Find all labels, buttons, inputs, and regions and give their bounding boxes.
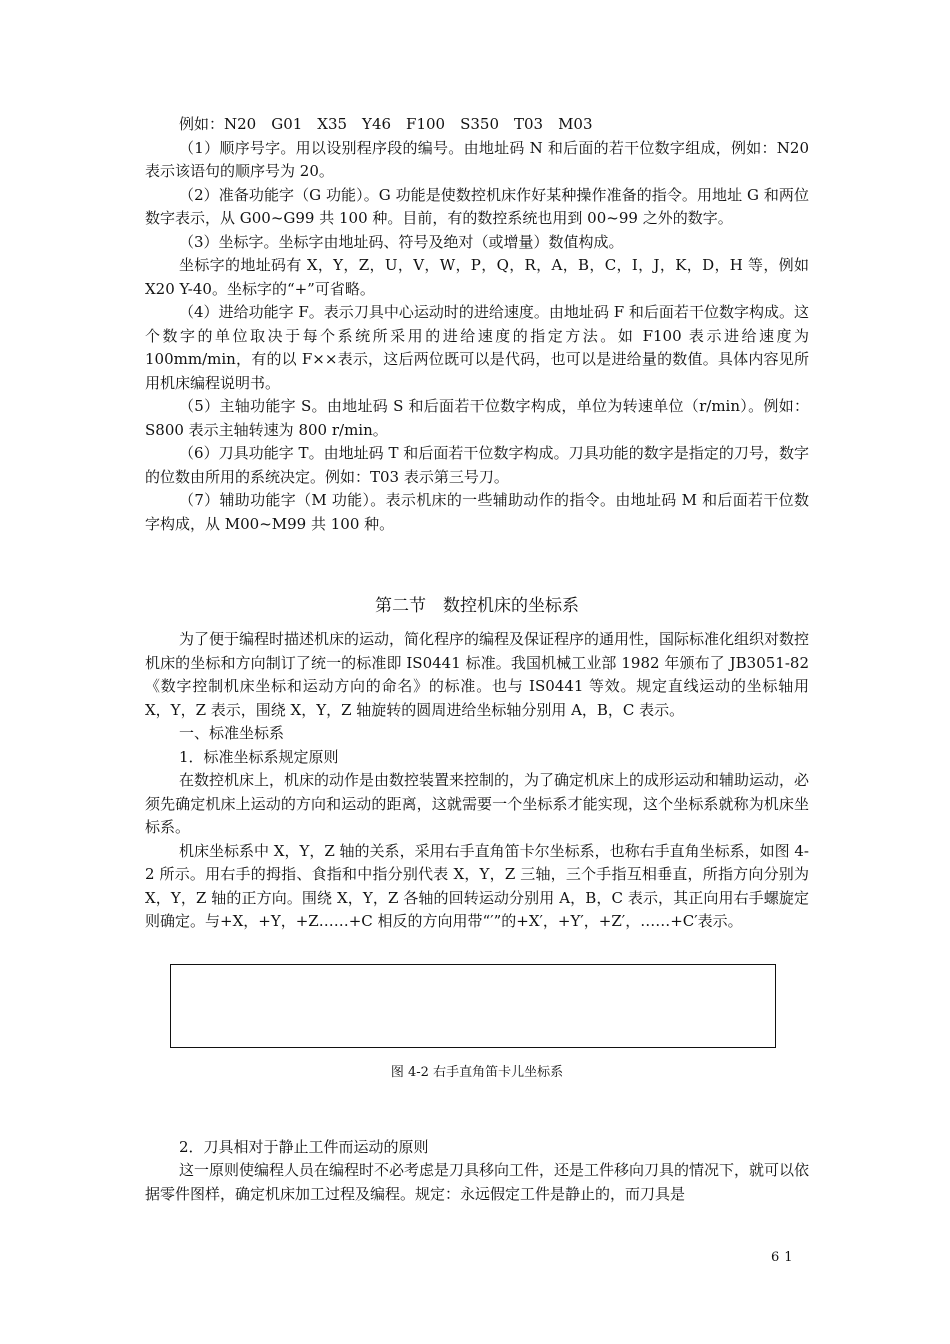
body-paragraph: 例如：N20 G01 X35 Y46 F100 S350 T03 M03 xyxy=(179,115,593,133)
body-paragraph: 这一原则使编程人员在编程时不必考虑是刀具移向工件，还是工件移向刀具的情况下，就可以依据零件图样，确定机床加工过程及编程。规定：永远假定工件是静止的，而刀具是 xyxy=(145,1161,810,1203)
subsection-heading: 一、标准坐标系 xyxy=(179,724,285,742)
body-paragraph: （6）刀具功能字 T。由地址码 T 和后面若干位数字构成。刀具功能的数字是指定的刀号，数字的位数由所用的系统决定。例如：T03 表示第三号刀。 xyxy=(145,444,809,486)
body-paragraph: 在数控机床上，机床的动作是由数控装置来控制的，为了确定机床上的成形运动和辅助运动，必须先确定机床上运动的方向和运动的距离，这就需要一个坐标系才能实现，这个坐标系就称为机床坐标系。 xyxy=(145,771,810,836)
subsection-heading: 1．标准坐标系规定原则 xyxy=(179,747,339,766)
page-content xyxy=(145,113,809,1206)
body-paragraph: （7）辅助功能字（M 功能）。表示机床的一些辅助动作的指令。由地址码 M 和后面若干位数字构成，从 M00~M99 共 100 种。 xyxy=(145,491,809,533)
page-number: 61 xyxy=(771,1250,798,1265)
body-paragraph: （3）坐标字。坐标字由地址码、符号及绝对（或增量）数值构成。 xyxy=(179,232,624,251)
body-paragraph: （4）进给功能字 F。表示刀具中心运动时的进给速度。由地址码 F 和后面若干位数字构成。这个数字的单位取决于每个系统所采用的进给速度的指定方法。如 F100 表示进给速度为 100mm/min，有的以 F××表示，这后两位既可以是代码，也可以是进给量的数值。具体内容见所用机床编程说明书。 xyxy=(145,303,809,392)
subsection-heading: 2．刀具相对于静止工件而运动的原则 xyxy=(179,1137,429,1156)
body-paragraph: 为了便于编程时描述机床的运动，简化程序的编程及保证程序的通用性，国际标准化组织对数控机床的坐标和方向制订了统一的标准即 IS0441 标准。我国机械工业部 1982 年颁布了 JB3051-82《数字控制机床坐标和运动方向的命名》的标准。也与 IS0441 等效。规定直线运动的坐标轴用 X，Y，Z 表示，围绕 X，Y，Z 轴旋转的圆周进给坐标轴分别用 A，B，C 表示。 xyxy=(145,630,810,719)
body-paragraph: （5）主轴功能字 S。由地址码 S 和后面若干位数字构成，单位为转速单位（r/min）。例如：S800 表示主轴转速为 800 r/min。 xyxy=(145,397,809,439)
body-paragraph: （1）顺序号字。用以设别程序段的编号。由地址码 N 和后面的若干位数字组成，例如：N20 表示该语句的顺序号为 20。 xyxy=(145,138,809,180)
body-paragraph: 坐标字的地址码有 X，Y，Z，U，V，W，P，Q，R，A，B，C，I，J，K，D，H 等，例如 X20 Y-40。坐标字的“+”可省略。 xyxy=(145,256,809,298)
body-paragraph: 机床坐标系中 X，Y，Z 轴的关系，采用右手直角笛卡尔坐标系，也称右手直角坐标系，如图 4-2 所示。用右手的拇指、食指和中指分别代表 X，Y，Z 三轴，三个手指互相垂直，所指方向分别为 X，Y，Z 轴的正方向。围绕 X，Y，Z 各轴的回转运动分别用 A，B，C 表示，其正向用右手螺旋定则确定。与+X，+Y，+Z……+C 相反的方向用带“′”的+X′，+Y′，+Z′，……+C′表示。 xyxy=(145,841,809,930)
section-title: 第二节 数控机床的坐标系 xyxy=(375,596,579,616)
figure-caption: 图 4-2 右手直角笛卡儿坐标系 xyxy=(390,1064,564,1080)
figure-placeholder xyxy=(170,964,776,1048)
body-paragraph: （2）准备功能字（G 功能）。G 功能是使数控机床作好某种操作准备的指令。用地址 G 和两位数字表示，从 G00~G99 共 100 种。目前，有的数控系统也用到 00~99 之外的数字。 xyxy=(145,185,809,227)
